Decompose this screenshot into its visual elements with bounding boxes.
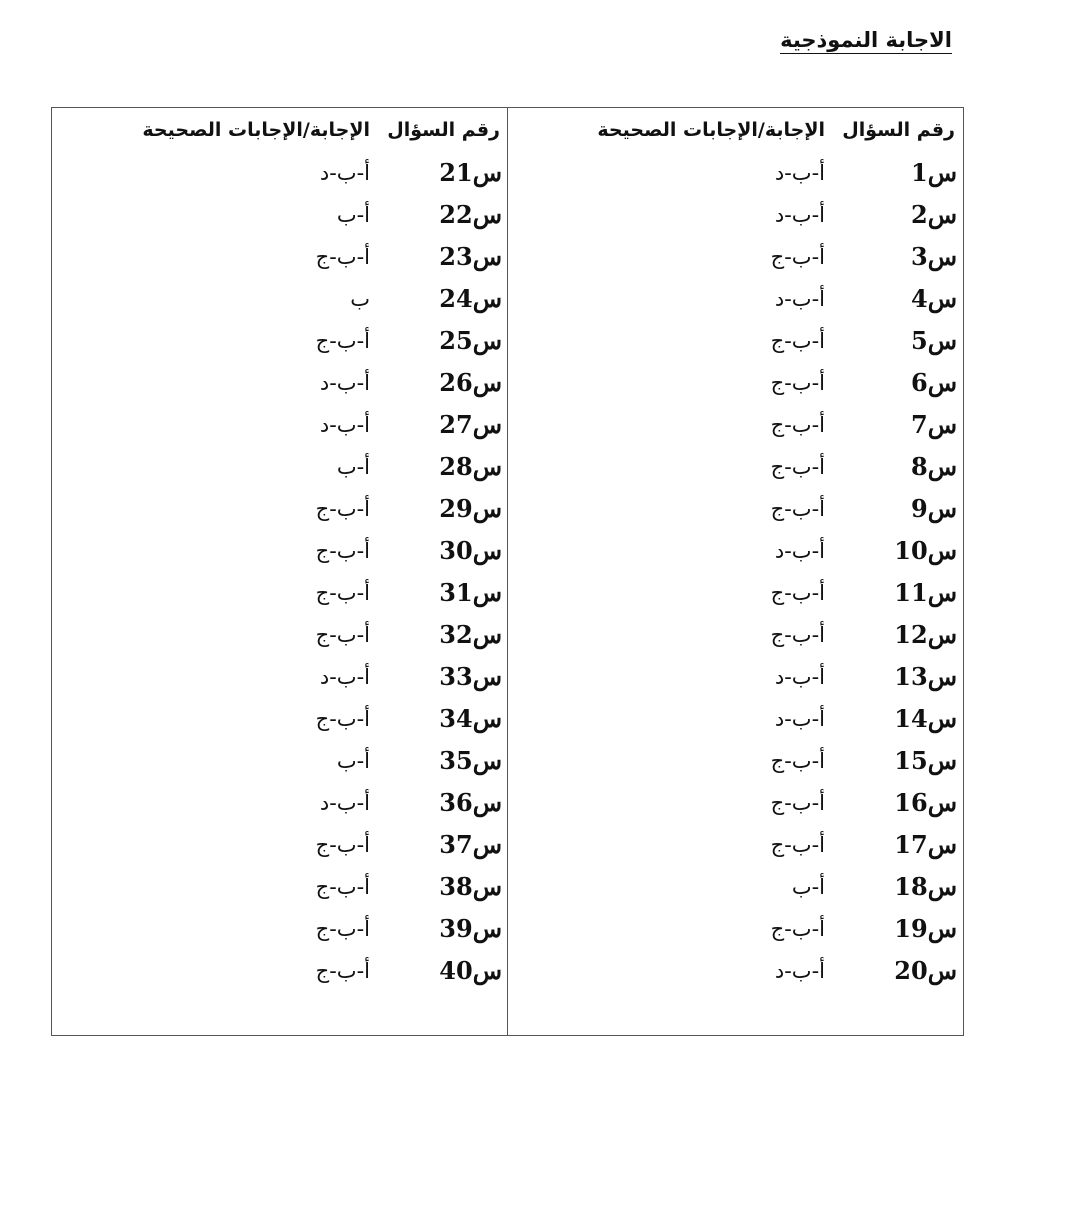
table-row	[52, 237, 508, 279]
question-number: س7	[911, 410, 957, 439]
answer-value: أ-ب	[336, 749, 370, 773]
question-number: س9	[911, 494, 957, 523]
question-number: س36	[439, 788, 502, 817]
table-row	[52, 489, 508, 531]
answer-value: أ-ب-ج	[315, 623, 370, 647]
table-row	[507, 279, 963, 321]
table-row	[52, 321, 508, 363]
question-number: س4	[911, 284, 957, 313]
answers-column-1-20	[507, 108, 963, 1035]
table-row	[507, 699, 963, 741]
answer-value: أ-ب-ج	[770, 623, 825, 647]
answer-value: أ-ب-ج	[315, 329, 370, 353]
table-row	[52, 615, 508, 657]
answer-value: أ-ب-ج	[315, 875, 370, 899]
answer-table	[51, 107, 964, 1036]
answer-value: أ-ب-ج	[315, 539, 370, 563]
question-number: س5	[911, 326, 957, 355]
table-row	[507, 321, 963, 363]
answer-value: أ-ب-د	[319, 665, 370, 689]
question-number: س28	[439, 452, 502, 481]
answer-value: أ-ب-ج	[770, 581, 825, 605]
answer-value: أ-ب-ج	[315, 959, 370, 983]
answer-value: أ-ب-د	[774, 161, 825, 185]
question-number: س18	[894, 872, 957, 901]
question-number: س37	[439, 830, 502, 859]
answer-value: أ-ب-ج	[770, 791, 825, 815]
question-number: س1	[911, 158, 957, 187]
answer-value: أ-ب-ج	[315, 707, 370, 731]
table-row	[52, 573, 508, 615]
table-row	[52, 363, 508, 405]
question-number: س22	[439, 200, 502, 229]
question-number: س30	[439, 536, 502, 565]
table-row	[52, 741, 508, 783]
answer-value: أ-ب-ج	[315, 497, 370, 521]
table-row	[507, 867, 963, 909]
answer-header: الإجابة/الإجابات الصحيحة	[142, 119, 370, 141]
answer-value: أ-ب-د	[774, 665, 825, 689]
question-number: س12	[894, 620, 957, 649]
question-number: س25	[439, 326, 502, 355]
table-row	[52, 195, 508, 237]
table-row	[507, 489, 963, 531]
table-row	[52, 699, 508, 741]
question-number: س16	[894, 788, 957, 817]
question-number: س34	[439, 704, 502, 733]
answer-rows	[507, 153, 963, 993]
table-row	[507, 447, 963, 489]
table-row	[507, 405, 963, 447]
question-number: س6	[911, 368, 957, 397]
answer-value: أ-ب-ج	[315, 581, 370, 605]
answer-value: أ-ب-ج	[770, 329, 825, 353]
answer-value: أ-ب-ج	[315, 917, 370, 941]
question-number: س20	[894, 956, 957, 985]
question-number: س40	[439, 956, 502, 985]
table-row	[52, 909, 508, 951]
answer-value: أ-ب-د	[774, 203, 825, 227]
question-number: س27	[439, 410, 502, 439]
table-row	[52, 531, 508, 573]
question-number: س10	[894, 536, 957, 565]
answer-value: أ-ب	[336, 203, 370, 227]
answer-value: أ-ب-د	[774, 287, 825, 311]
table-row	[507, 825, 963, 867]
question-number-header: رقم السؤال	[842, 119, 955, 141]
table-row	[52, 447, 508, 489]
answer-value: أ-ب-ج	[770, 917, 825, 941]
table-row	[507, 531, 963, 573]
answer-value: أ-ب-ج	[770, 749, 825, 773]
question-number: س24	[439, 284, 502, 313]
table-row	[507, 573, 963, 615]
table-row	[507, 783, 963, 825]
answer-rows	[52, 153, 508, 993]
question-number: س3	[911, 242, 957, 271]
question-number: س17	[894, 830, 957, 859]
question-number: س38	[439, 872, 502, 901]
table-row	[52, 153, 508, 195]
question-number: س33	[439, 662, 502, 691]
table-row	[507, 237, 963, 279]
answer-header: الإجابة/الإجابات الصحيحة	[597, 119, 825, 141]
question-number: س31	[439, 578, 502, 607]
answer-value: أ-ب-ج	[770, 371, 825, 395]
question-number: س19	[894, 914, 957, 943]
question-number: س8	[911, 452, 957, 481]
question-number: س26	[439, 368, 502, 397]
answer-value: أ-ب-د	[319, 371, 370, 395]
question-number: س21	[439, 158, 502, 187]
table-row	[52, 825, 508, 867]
answer-value: أ-ب-ج	[770, 833, 825, 857]
answer-value: أ-ب-د	[319, 413, 370, 437]
table-row	[52, 867, 508, 909]
table-row	[507, 615, 963, 657]
question-number: س35	[439, 746, 502, 775]
table-row	[52, 783, 508, 825]
answer-value: أ-ب-د	[774, 707, 825, 731]
answer-value: أ-ب-ج	[770, 245, 825, 269]
question-number: س2	[911, 200, 957, 229]
question-number: س39	[439, 914, 502, 943]
answer-value: أ-ب	[791, 875, 825, 899]
answer-value: أ-ب-ج	[770, 413, 825, 437]
table-row	[52, 951, 508, 993]
question-number-header: رقم السؤال	[387, 119, 500, 141]
answer-value: أ-ب-ج	[770, 455, 825, 479]
table-row	[507, 951, 963, 993]
answers-column-21-40	[52, 108, 508, 1035]
question-number: س32	[439, 620, 502, 649]
table-row	[507, 741, 963, 783]
question-number: س29	[439, 494, 502, 523]
question-number: س11	[894, 578, 957, 607]
answer-value: أ-ب-د	[774, 539, 825, 563]
table-row	[507, 153, 963, 195]
answer-value: أ-ب	[336, 455, 370, 479]
answer-value: ب	[350, 287, 370, 311]
answer-value: أ-ب-د	[319, 791, 370, 815]
table-row	[52, 405, 508, 447]
question-number: س13	[894, 662, 957, 691]
answer-value: أ-ب-د	[319, 161, 370, 185]
table-row	[507, 195, 963, 237]
table-row	[52, 657, 508, 699]
page-title: الاجابة النموذجية	[780, 28, 952, 52]
question-number: س14	[894, 704, 957, 733]
answer-value: أ-ب-ج	[315, 245, 370, 269]
question-number: س15	[894, 746, 957, 775]
table-row	[507, 657, 963, 699]
answer-value: أ-ب-ج	[770, 497, 825, 521]
answer-value: أ-ب-د	[774, 959, 825, 983]
answer-value: أ-ب-ج	[315, 833, 370, 857]
question-number: س23	[439, 242, 502, 271]
table-row	[52, 279, 508, 321]
table-row	[507, 909, 963, 951]
table-row	[507, 363, 963, 405]
